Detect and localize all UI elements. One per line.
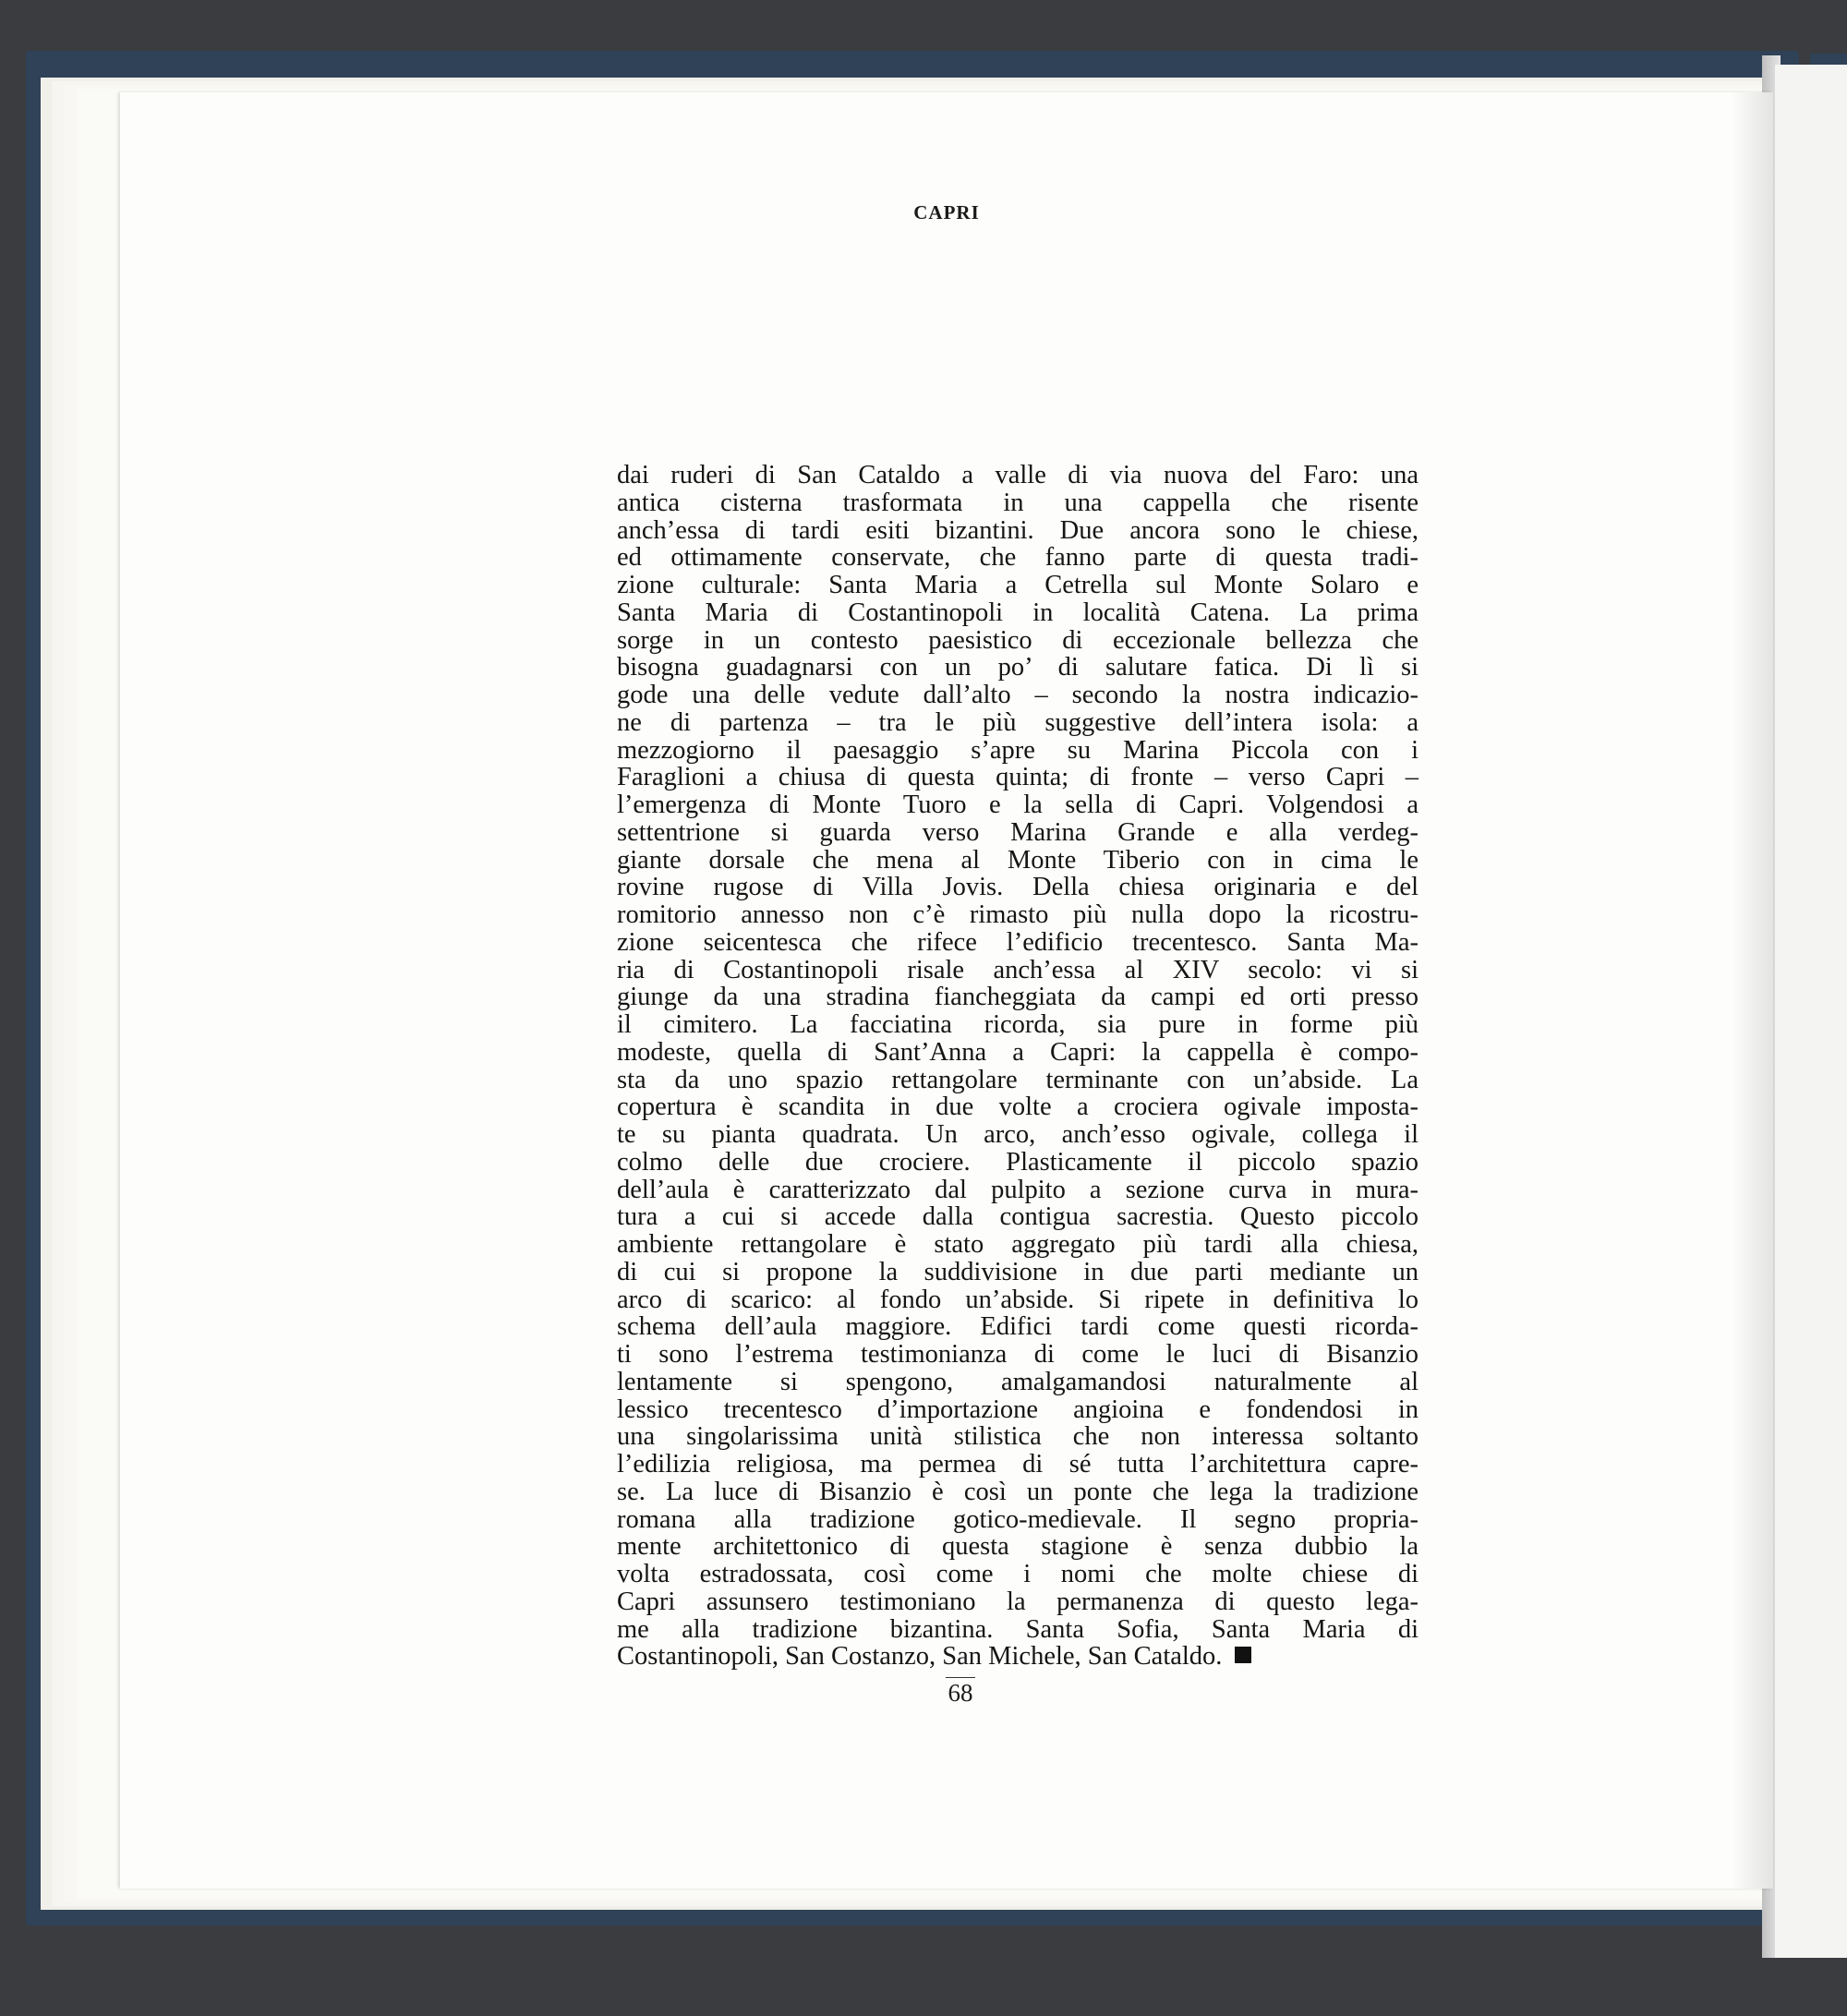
- text-line: giunge da una stradina fiancheggiata da campi ed orti presso: [617, 983, 1418, 1012]
- text-line: tura a cui si accede dalla contigua sacrestia. Questo piccolo: [617, 1202, 1418, 1232]
- text-line: antica cisterna trasformata in una cappella che risente: [617, 488, 1418, 517]
- gutter-shadow: [1731, 92, 1773, 1889]
- text-line: ne di partenza – tra le più suggestive dell’intera isola: a: [617, 707, 1418, 737]
- text-line: Capri assunsero testimoniano la permanenza di questo lega-: [617, 1587, 1418, 1616]
- text-line: sta da uno spazio rettangolare terminante con un’abside. La: [617, 1065, 1418, 1094]
- text-line: ria di Costantinopoli risale anch’essa al XIV secolo: vi si: [617, 955, 1418, 984]
- text-line: Santa Maria di Costantinopoli in località Catena. La prima: [617, 598, 1418, 627]
- text-line: ti sono l’estrema testimonianza di come le luci di Bisanzio: [617, 1340, 1418, 1369]
- text-line: zione seicentesca che rifece l’edificio trecentesco. Santa Ma-: [617, 927, 1418, 957]
- text-line: ed ottimamente conservate, che fanno parte di questa tradi-: [617, 543, 1418, 573]
- text-line: dai ruderi di San Cataldo a valle di via nuova del Faro: una: [617, 461, 1418, 489]
- text-line: colmo delle due crociere. Plasticamente il piccolo spazio: [617, 1147, 1418, 1177]
- text-line: modeste, quella di Sant’Anna a Capri: la cappella è compo-: [617, 1037, 1418, 1067]
- text-line: l’edilizia religiosa, ma permea di sé tutta l’architettura capre-: [617, 1450, 1418, 1479]
- text-line: ambiente rettangolare è stato aggregato più tardi alla chiesa,: [617, 1230, 1418, 1259]
- text-line: schema dell’aula maggiore. Edifici tardi come questi ricorda-: [617, 1312, 1418, 1342]
- text-line: mezzogiorno il paesaggio s’apre su Marina Piccola con i: [617, 735, 1418, 765]
- body-text: [617, 462, 1418, 1671]
- text-line: il cimitero. La facciatina ricorda, sia pure in forme più: [617, 1010, 1418, 1039]
- text-line: lessico trecentesco d’importazione angioina e fondendosi in: [617, 1394, 1418, 1424]
- text-line: rovine rugose di Villa Jovis. Della chiesa originaria e del: [617, 873, 1418, 902]
- text-line: Costantinopoli, San Costanzo, San Michele, San Cataldo.: [617, 1643, 1418, 1671]
- book-page: [120, 92, 1773, 1889]
- text-line: te su pianta quadrata. Un arco, anch’esso ogivale, collega il: [617, 1120, 1418, 1149]
- text-line: dell’aula è caratterizzato dal pulpito a sezione curva in mura-: [617, 1175, 1418, 1204]
- facing-page: [1775, 65, 1847, 1958]
- running-head: CAPRI: [913, 201, 980, 223]
- text-line: arco di scarico: al fondo un’abside. Si ripete in definitiva lo: [617, 1285, 1418, 1314]
- text-line: copertura è scandita in due volte a crociera ogivale imposta-: [617, 1093, 1418, 1122]
- text-line: zione culturale: Santa Maria a Cetrella sul Monte Solaro e: [617, 571, 1418, 599]
- text-line: se. La luce di Bisanzio è così un ponte che lega la tradizione: [617, 1477, 1418, 1506]
- text-line: me alla tradizione bizantina. Santa Sofia, Santa Maria di: [617, 1614, 1418, 1644]
- text-line: lentamente si spengono, amalgamandosi naturalmente al: [617, 1367, 1418, 1396]
- text-line: anch’essa di tardi esiti bizantini. Due ancora sono le chiese,: [617, 515, 1418, 545]
- text-line: l’emergenza di Monte Tuoro e la sella di Capri. Volgendosi a: [617, 791, 1418, 819]
- text-line: una singolarissima unità stilistica che non interessa soltanto: [617, 1422, 1418, 1452]
- text-line: romitorio annesso non c’è rimasto più nulla dopo la ricostru-: [617, 900, 1418, 929]
- text-line: romana alla tradizione gotico-medievale. Il segno propria-: [617, 1504, 1418, 1534]
- text-line: sorge in un contesto paesistico di eccezionale bellezza che: [617, 625, 1418, 655]
- text-line: settentrione si guarda verso Marina Grande e alla verdeg-: [617, 817, 1418, 847]
- text-line: bisogna guadagnarsi con un po’ di salutare fatica. Di lì si: [617, 653, 1418, 682]
- text-line: volta estradossata, così come i nomi che molte chiese di: [617, 1560, 1418, 1588]
- text-line: mente architettonico di questa stagione è senza dubbio la: [617, 1532, 1418, 1562]
- text-line: giante dorsale che mena al Monte Tiberio con in cima le: [617, 845, 1418, 875]
- text-line: Faraglioni a chiusa di questa quinta; di fronte – verso Capri –: [617, 763, 1418, 792]
- text-line: di cui si propone la suddivisione in due parti mediante un: [617, 1257, 1418, 1286]
- text-line: gode una delle vedute dall’alto – secondo la nostra indicazio-: [617, 681, 1418, 709]
- end-of-article-square-icon: [1235, 1647, 1251, 1663]
- page-number: 68: [948, 1679, 973, 1707]
